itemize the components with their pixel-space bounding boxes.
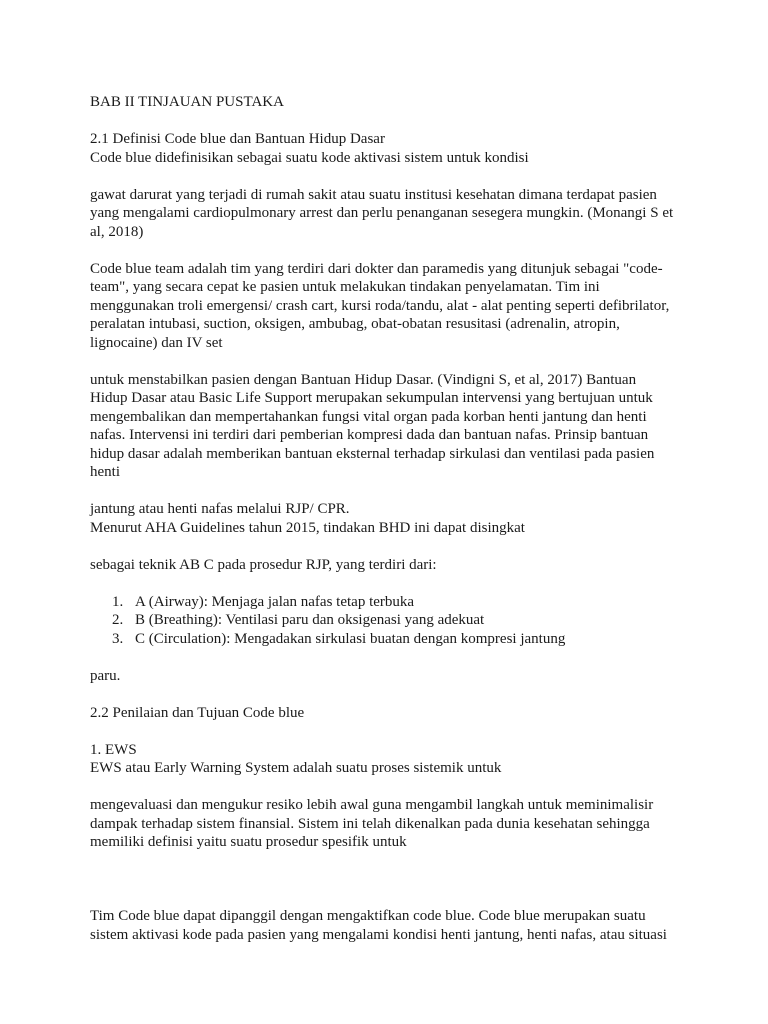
list-item-text: B (Breathing): Ventilasi paru dan oksigenasi yang adekuat xyxy=(135,612,485,628)
list-item xyxy=(90,593,690,612)
paragraph-abc-intro: sebagai teknik AB C pada prosedur RJP, yang terdiri dari: xyxy=(90,556,437,573)
text-line: menggunakan troli emergensi/ crash cart, kursi roda/tandu, alat - alat penting seperti defibrilator, xyxy=(90,297,670,314)
text-line: lignocaine) dan IV set xyxy=(90,334,223,351)
paragraph-code-blue-definition xyxy=(90,186,690,242)
paragraph-bantuan-hidup-dasar xyxy=(90,371,690,482)
text-line: Hidup Dasar atau Basic Life Support merupakan sekumpulan intervensi yang bertujuan untuk xyxy=(90,390,653,406)
list-number: 2. xyxy=(112,612,124,628)
text-line: Tim Code blue dapat dipanggil dengan mengaktifkan code blue. Code blue merupakan suatu xyxy=(90,908,646,924)
section-heading-2-2: 2.2 Penilaian dan Tujuan Code blue xyxy=(90,704,305,721)
text-line: memiliki definisi yaitu suatu prosedur spesifik untuk xyxy=(90,834,407,850)
list-item xyxy=(90,611,690,630)
list-item-text: A (Airway): Menjaga jalan nafas tetap terbuka xyxy=(135,593,415,610)
list-item-text: C (Circulation): Mengadakan sirkulasi buatan dengan kompresi jantung xyxy=(135,630,566,647)
text-line: mengembalikan dan mempertahankan fungsi vital organ pada korban henti jantung dan henti xyxy=(90,408,647,425)
section-2-1-intro: Code blue didefinisikan sebagai suatu kode aktivasi sistem untuk kondisi xyxy=(90,149,529,166)
paragraph-ews-definition xyxy=(90,796,690,852)
text-line: gawat darurat yang terjadi di rumah sakit atau suatu institusi kesehatan dimana terdapat pasien xyxy=(90,186,657,203)
paragraph-aha-guidelines xyxy=(90,500,690,537)
text-line: Code blue team adalah tim yang terdiri dari dokter dan paramedis yang ditunjuk sebagai "code- xyxy=(90,260,663,277)
text-line: mengevaluasi dan mengukur resiko lebih awal guna mengambil langkah untuk meminimalisir xyxy=(90,797,654,813)
text-line: henti xyxy=(90,464,120,480)
text-line: dampak terhadap sistem finansial. Sistem ini telah dikenalkan pada dunia kesehatan sehingga xyxy=(90,815,650,832)
paragraph-paru: paru. xyxy=(90,667,121,684)
list-item xyxy=(90,630,690,649)
ews-heading: 1. EWS xyxy=(90,741,137,758)
text-line: yang mengalami cardiopulmonary arrest dan perlu penanganan sesegera mungkin. (Monangi S et xyxy=(90,205,674,221)
text-line: peralatan intubasi, suction, oksigen, ambubag, obat-obatan resusitasi (adrenalin, atropin, xyxy=(90,316,620,332)
section-heading-2-1: 2.1 Definisi Code blue dan Bantuan Hidup Dasar xyxy=(90,131,385,147)
text-line: Menurut AHA Guidelines tahun 2015, tindakan BHD ini dapat disingkat xyxy=(90,519,525,536)
text-line: team", yang secara cepat ke pasien untuk melakukan tindakan penyelamatan. Tim ini xyxy=(90,279,600,295)
list-number: 1. xyxy=(112,593,124,610)
abc-list xyxy=(90,593,690,649)
paragraph-code-blue-team xyxy=(90,260,690,353)
ews-intro: EWS atau Early Warning System adalah suatu proses sistemik untuk xyxy=(90,760,502,776)
text-line: sistem aktivasi kode pada pasien yang mengalami kondisi henti jantung, henti nafas, atau situasi xyxy=(90,926,667,943)
document-page xyxy=(90,93,690,944)
text-line: jantung atau henti nafas melalui RJP/ CPR. xyxy=(90,501,350,517)
text-line: al, 2018) xyxy=(90,223,144,240)
text-line: hidup dasar adalah memberikan bantuan eksternal terhadap sirkulasi dan ventilasi pada pasien xyxy=(90,445,655,462)
text-line: nafas. Intervensi ini terdiri dari pemberian kompresi dada dan bantuan nafas. Prinsip bantuan xyxy=(90,427,649,443)
chapter-title: BAB II TINJAUAN PUSTAKA xyxy=(90,94,284,110)
list-number: 3. xyxy=(112,630,124,647)
paragraph-tim-code-blue xyxy=(90,907,690,944)
text-line: untuk menstabilkan pasien dengan Bantuan Hidup Dasar. (Vindigni S, et al, 2017) Bantuan xyxy=(90,371,637,388)
